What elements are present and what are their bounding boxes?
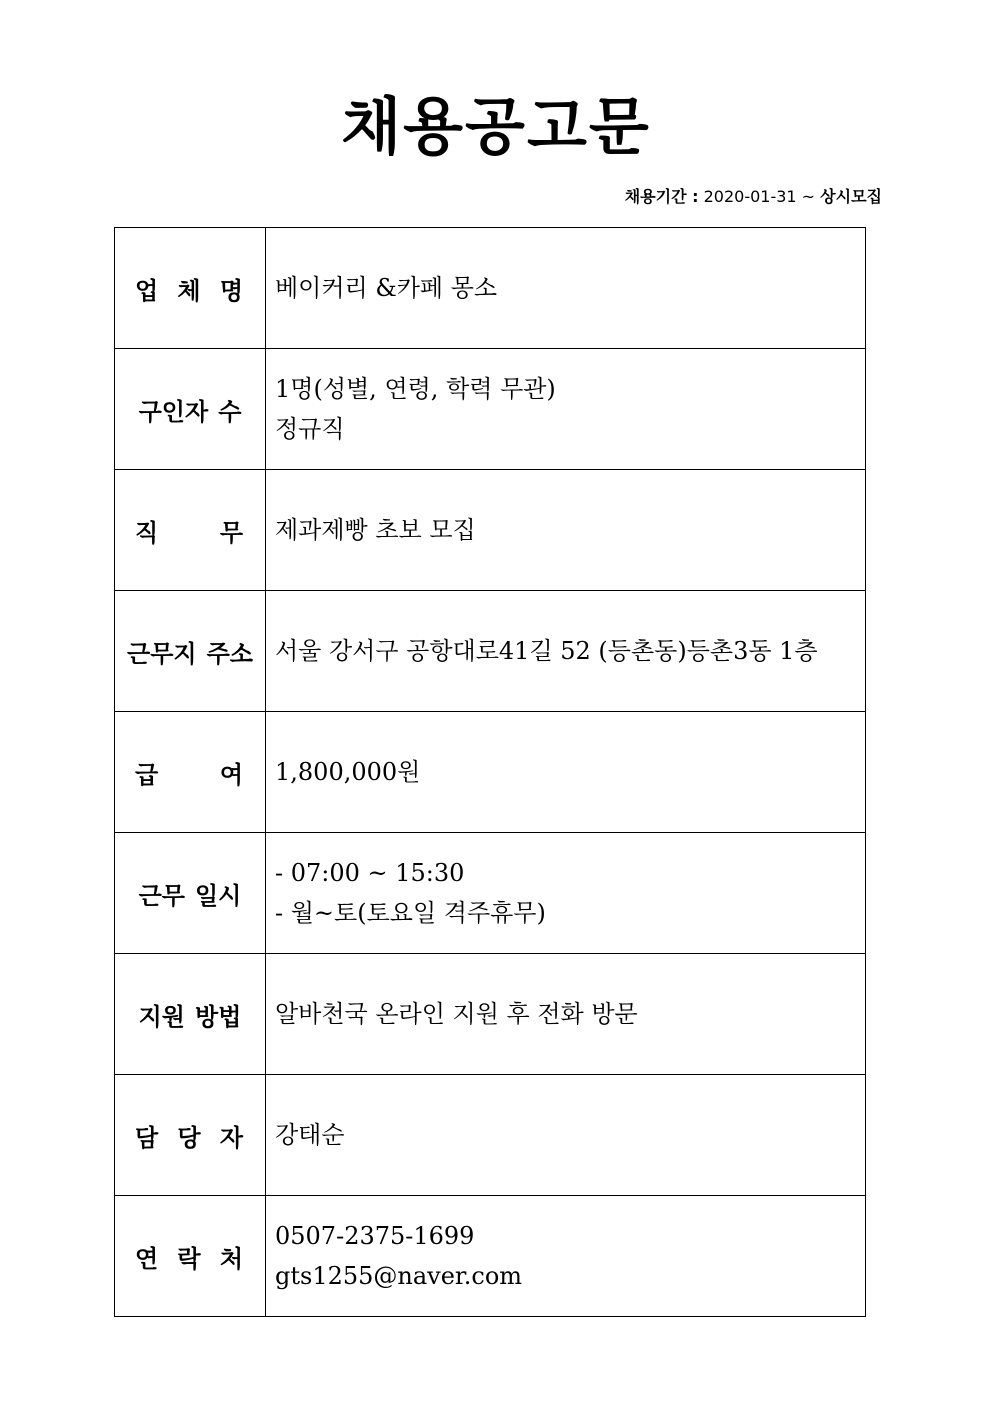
address-text: 서울 강서구 공항대로41길 52 (등촌동)등촌3동 1층 (275, 637, 818, 665)
label-word: 주소 (206, 639, 253, 668)
value-apply-method (266, 954, 866, 1075)
label-char: 무 (219, 518, 243, 547)
row-contact (115, 1196, 866, 1317)
row-salary (115, 712, 866, 833)
label-word: 방법 (195, 1002, 242, 1031)
label-word: 수 (218, 397, 242, 426)
row-work-hours (115, 833, 866, 954)
label-apply-method (115, 954, 266, 1075)
row-address (115, 591, 866, 712)
label-char: 담 (135, 1123, 159, 1152)
label-char: 락 (177, 1244, 201, 1273)
contact-person-text: 강태순 (275, 1121, 345, 1149)
label-char: 직 (135, 518, 159, 547)
value-contact (266, 1196, 866, 1317)
value-company-name (266, 228, 866, 349)
row-contact-person (115, 1075, 866, 1196)
value-headcount (266, 349, 866, 470)
label-address (115, 591, 266, 712)
label-char: 명 (219, 276, 243, 305)
row-company-name (115, 228, 866, 349)
label-char: 연 (135, 1244, 159, 1273)
work-days-text: - 월~토(토요일 격주휴무) (275, 899, 546, 927)
job-info-table (114, 227, 866, 1317)
employment-type-text: 정규직 (275, 415, 345, 443)
label-char: 업 (135, 276, 159, 305)
company-name-text: 베이커리 &카페 몽소 (275, 274, 498, 302)
email-text: gts1255@naver.com (275, 1262, 523, 1290)
label-work-hours (115, 833, 266, 954)
label-duty (115, 470, 266, 591)
apply-method-text: 알바천국 온라인 지원 후 전화 방문 (275, 1000, 638, 1028)
label-char: 여 (219, 760, 243, 789)
label-char: 자 (219, 1123, 243, 1152)
label-word: 근무 (138, 881, 185, 910)
label-char: 급 (135, 760, 159, 789)
row-duty (115, 470, 866, 591)
label-headcount (115, 349, 266, 470)
label-word: 일시 (195, 881, 242, 910)
phone-text: 0507-2375-1699 (275, 1222, 475, 1250)
label-word: 지원 (138, 1002, 185, 1031)
headcount-text: 1명(성별, 연령, 학력 무관) (275, 375, 556, 403)
value-salary (266, 712, 866, 833)
value-duty (266, 470, 866, 591)
work-time-text: - 07:00 ~ 15:30 (275, 859, 465, 887)
label-word: 구인자 (138, 397, 209, 426)
label-char: 당 (177, 1123, 201, 1152)
salary-text: 1,800,000원 (275, 758, 421, 786)
period-dates: 2020-01-31 ~ (703, 187, 821, 206)
label-salary (115, 712, 266, 833)
label-contact (115, 1196, 266, 1317)
period-mode: 상시모집 (820, 187, 882, 206)
period-label: 채용기간 : (624, 187, 699, 206)
row-headcount (115, 349, 866, 470)
value-address (266, 591, 866, 712)
value-contact-person (266, 1075, 866, 1196)
label-word: 근무지 (127, 639, 197, 668)
label-char: 체 (177, 276, 201, 305)
label-contact-person (115, 1075, 266, 1196)
row-apply-method (115, 954, 866, 1075)
duty-text: 제과제빵 초보 모집 (275, 516, 476, 544)
recruitment-period (625, 185, 882, 209)
label-char: 처 (219, 1244, 243, 1273)
value-work-hours (266, 833, 866, 954)
page-title: 채용공고문 (341, 90, 651, 163)
label-company-name (115, 228, 266, 349)
